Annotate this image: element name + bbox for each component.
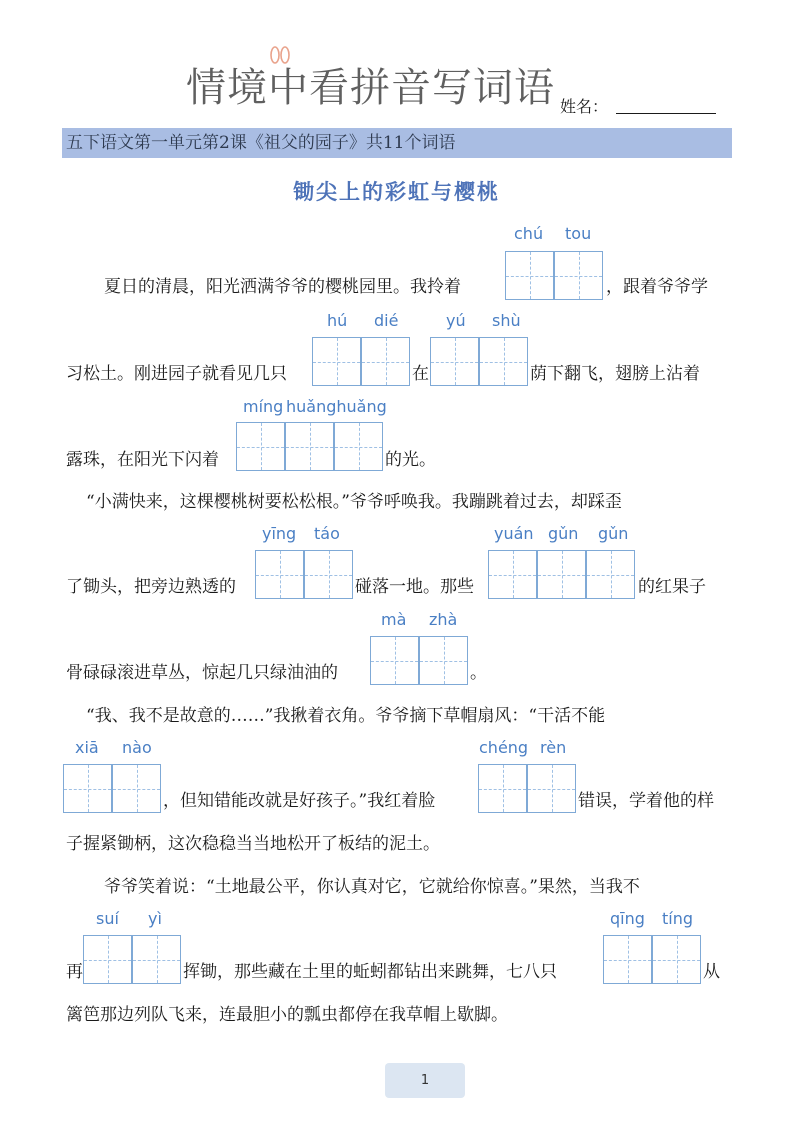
pinyin-label: xiā bbox=[75, 738, 99, 757]
name-blank[interactable] bbox=[616, 113, 716, 114]
story-line: 荫下翻飞，翅膀上沾着 bbox=[530, 364, 700, 384]
pinyin-label: míng bbox=[243, 397, 284, 416]
answer-box[interactable] bbox=[479, 337, 528, 386]
story-line: 错误，学着他的样 bbox=[578, 791, 714, 811]
story-line: 碰落一地。那些 bbox=[355, 577, 474, 597]
pinyin-label: huǎnghuǎng bbox=[286, 397, 387, 416]
answer-box[interactable] bbox=[603, 935, 652, 984]
answer-box[interactable] bbox=[554, 251, 603, 300]
story-line: 从 bbox=[703, 962, 720, 982]
pinyin-label: yīng bbox=[262, 524, 297, 543]
story-line: 骨碌碌滚进草丛，惊起几只绿油油的 bbox=[66, 663, 338, 683]
answer-box[interactable] bbox=[505, 251, 554, 300]
answer-box[interactable] bbox=[236, 422, 285, 471]
pinyin-label: chú bbox=[514, 224, 544, 243]
pinyin-label: nào bbox=[122, 738, 152, 757]
answer-box[interactable] bbox=[312, 337, 361, 386]
answer-box[interactable] bbox=[361, 337, 410, 386]
story-line: 挥锄，那些藏在土里的蚯蚓都钻出来跳舞，七八只 bbox=[183, 962, 557, 982]
pinyin-label: dié bbox=[374, 311, 399, 330]
story-line: 的光。 bbox=[385, 450, 436, 470]
story-line: “小满快来，这棵樱桃树要松松根。”爷爷呼唤我。我蹦跳着过去，却踩歪 bbox=[86, 492, 622, 512]
lesson-banner: 五下语文第一单元第2课《祖父的园子》共11个词语 bbox=[62, 128, 732, 158]
pinyin-label: chéng bbox=[479, 738, 529, 757]
answer-box[interactable] bbox=[430, 337, 479, 386]
answer-box[interactable] bbox=[478, 764, 527, 813]
story-line: 。 bbox=[470, 663, 487, 683]
answer-box[interactable] bbox=[83, 935, 132, 984]
answer-box[interactable] bbox=[652, 935, 701, 984]
pinyin-label: tou bbox=[565, 224, 592, 243]
pinyin-label: shù bbox=[492, 311, 521, 330]
page-number: 1 bbox=[385, 1063, 465, 1098]
story-line: 夏日的清晨，阳光洒满爷爷的樱桃园里。我拎着 bbox=[104, 277, 461, 297]
story-line: 在 bbox=[412, 364, 429, 384]
story-line: ，但知错能改就是好孩子。”我红着脸 bbox=[163, 791, 436, 811]
answer-box[interactable] bbox=[527, 764, 576, 813]
pinyin-label: yú bbox=[446, 311, 466, 330]
answer-box[interactable] bbox=[285, 422, 334, 471]
answer-box[interactable] bbox=[537, 550, 586, 599]
story-line: 再 bbox=[66, 962, 83, 982]
answer-box[interactable] bbox=[488, 550, 537, 599]
story-line: 露珠，在阳光下闪着 bbox=[66, 450, 219, 470]
answer-box[interactable] bbox=[334, 422, 383, 471]
pinyin-label: yì bbox=[148, 909, 162, 928]
pinyin-label: hú bbox=[327, 311, 348, 330]
pinyin-label: táo bbox=[314, 524, 340, 543]
answer-box[interactable] bbox=[112, 764, 161, 813]
pinyin-label: gǔn bbox=[598, 524, 629, 543]
pinyin-label: mà bbox=[381, 610, 407, 629]
answer-box[interactable] bbox=[370, 636, 419, 685]
answer-box[interactable] bbox=[63, 764, 112, 813]
story-title: 锄尖上的彩虹与樱桃 bbox=[293, 179, 500, 204]
story-line: ，跟着爷爷学 bbox=[606, 277, 708, 297]
story-line: 子握紧锄柄，这次稳稳当当地松开了板结的泥土。 bbox=[66, 834, 440, 854]
bunny-ears-icon bbox=[264, 46, 296, 68]
brand-title: 情境中看拼音写词语 bbox=[186, 65, 555, 111]
pinyin-label: suí bbox=[96, 909, 119, 928]
story-line: “我、我不是故意的……”我揪着衣角。爷爷摘下草帽扇风：“干活不能 bbox=[86, 706, 606, 726]
answer-box[interactable] bbox=[419, 636, 468, 685]
pinyin-label: tíng bbox=[662, 909, 694, 928]
story-line: 篱笆那边列队飞来，连最胆小的瓢虫都停在我草帽上歇脚。 bbox=[66, 1005, 508, 1025]
pinyin-label: qīng bbox=[610, 909, 645, 928]
pinyin-label: gǔn bbox=[548, 524, 579, 543]
pinyin-label: yuán bbox=[494, 524, 534, 543]
story-line: 爷爷笑着说：“土地最公平，你认真对它，它就给你惊喜。”果然，当我不 bbox=[104, 877, 640, 897]
name-label: 姓名： bbox=[560, 97, 609, 116]
pinyin-label: rèn bbox=[540, 738, 567, 757]
answer-box[interactable] bbox=[586, 550, 635, 599]
story-line: 习松土。刚进园子就看见几只 bbox=[66, 364, 287, 384]
answer-box[interactable] bbox=[255, 550, 304, 599]
story-line: 了锄头，把旁边熟透的 bbox=[66, 577, 236, 597]
pinyin-label: zhà bbox=[429, 610, 458, 629]
story-line: 的红果子 bbox=[638, 577, 706, 597]
answer-box[interactable] bbox=[132, 935, 181, 984]
answer-box[interactable] bbox=[304, 550, 353, 599]
